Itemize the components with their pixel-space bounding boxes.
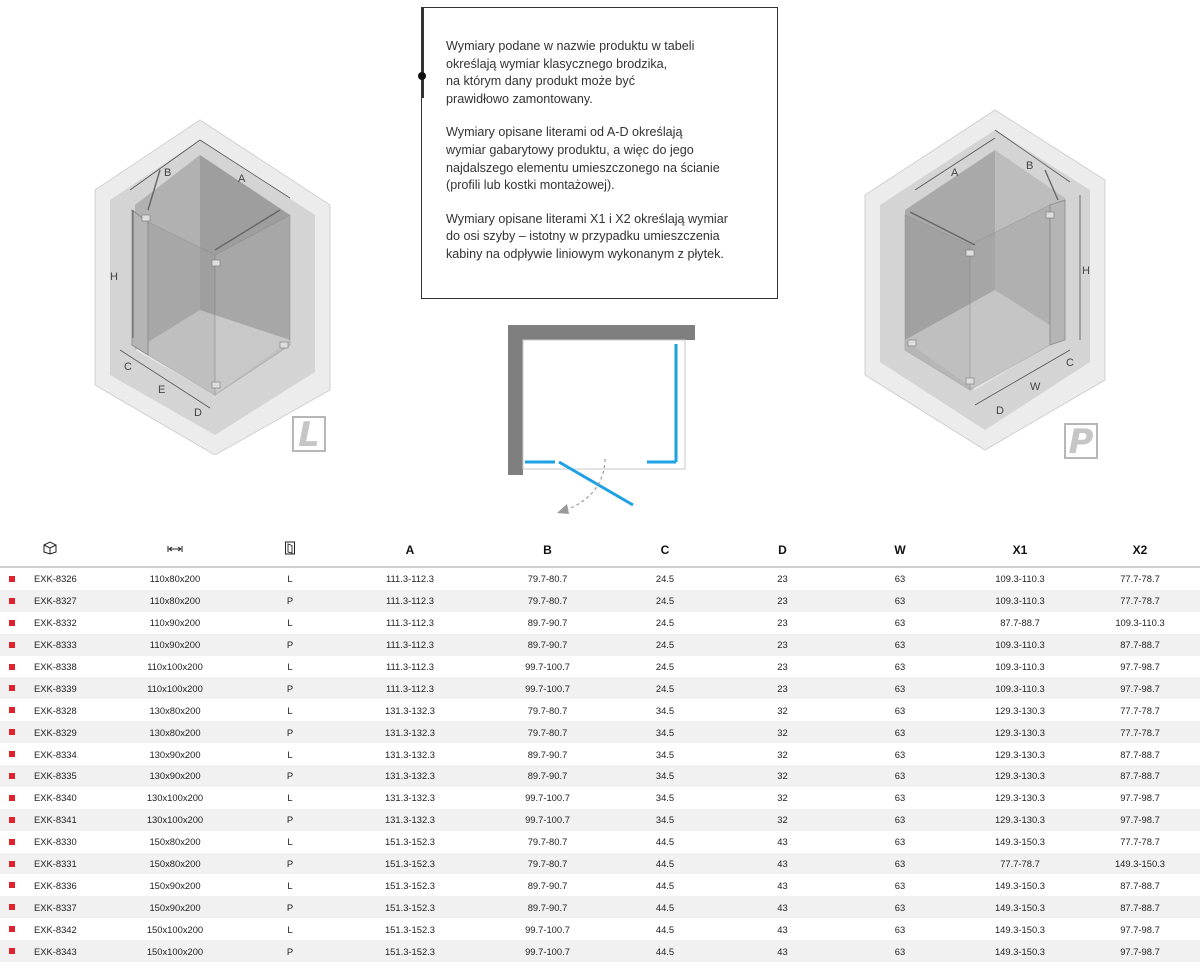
cell-x1: 109.3-110.3 — [960, 590, 1080, 612]
cell-b: 89.7-90.7 — [490, 765, 605, 787]
cell-code — [0, 787, 100, 809]
header-side — [250, 533, 330, 567]
cell-a: 151.3-152.3 — [384, 836, 436, 848]
cell-side: P — [250, 940, 330, 962]
specification-table — [0, 533, 1200, 962]
cell-w: 63 — [894, 923, 906, 935]
row-marker — [9, 839, 15, 845]
cell-side: L — [287, 836, 293, 848]
cell-side: L — [287, 617, 293, 629]
cell-x1: 129.3-130.3 — [994, 704, 1046, 716]
left-label-h: H — [110, 271, 118, 283]
cell-x2: 109.3-110.3 — [1115, 617, 1165, 629]
cell-w: 63 — [840, 896, 960, 918]
cell-code-text: EXK-8337 — [34, 901, 77, 913]
cell-x1: 149.3-150.3 — [994, 923, 1046, 935]
cell-w: 63 — [894, 573, 906, 585]
cell-size: 110x90x200 — [100, 634, 250, 656]
cell-w: 63 — [840, 940, 960, 962]
cell-a: 111.3-112.3 — [330, 590, 490, 612]
cell-w: 63 — [840, 634, 960, 656]
cell-code-text: EXK-8332 — [34, 617, 77, 629]
cell-a: 151.3-152.3 — [384, 923, 436, 935]
cell-side: P — [250, 809, 330, 831]
cell-b: 89.7-90.7 — [527, 748, 568, 760]
cell-side: P — [250, 853, 330, 875]
cell-size: 110x80x200 — [100, 590, 250, 612]
cell-b: 89.7-90.7 — [527, 617, 568, 629]
row-marker — [9, 795, 15, 801]
cell-x1: 149.3-150.3 — [994, 836, 1046, 848]
cell-d: 43 — [725, 853, 840, 875]
cell-side: P — [250, 765, 330, 787]
cell-a: 131.3-132.3 — [384, 748, 436, 760]
cell-c: 24.5 — [655, 573, 675, 585]
row-marker — [9, 642, 15, 648]
cell-a: 111.3-112.3 — [386, 573, 434, 585]
cell-code — [0, 590, 100, 612]
cell-c: 24.5 — [605, 590, 725, 612]
row-marker — [9, 861, 15, 867]
right-label-d: D — [996, 405, 1004, 417]
left-version-badge: L — [292, 416, 326, 452]
cell-size: 150x90x200 — [100, 896, 250, 918]
cell-code — [0, 743, 100, 765]
product-box-icon — [42, 541, 58, 555]
table-row — [0, 567, 1200, 590]
cell-code — [0, 567, 100, 590]
header-a: A — [330, 533, 490, 567]
cell-c: 44.5 — [605, 896, 725, 918]
cell-b: 89.7-90.7 — [527, 879, 568, 891]
cell-size: 110x90x200 — [149, 617, 201, 629]
table-row — [0, 656, 1200, 678]
cell-w: 63 — [840, 809, 960, 831]
cell-code-text: EXK-8329 — [34, 726, 77, 738]
cell-d: 23 — [777, 573, 788, 585]
cell-b: 89.7-90.7 — [490, 896, 605, 918]
cell-a: 111.3-112.3 — [330, 677, 490, 699]
cell-x2: 97.7-98.7 — [1080, 677, 1200, 699]
cell-size: 150x100x200 — [146, 923, 204, 935]
cell-c: 44.5 — [605, 940, 725, 962]
table-row — [0, 743, 1200, 765]
cell-c: 24.5 — [605, 634, 725, 656]
cell-x2: 77.7-78.7 — [1120, 704, 1160, 716]
cell-c: 34.5 — [605, 721, 725, 743]
cell-b: 79.7-80.7 — [490, 853, 605, 875]
right-label-a: A — [951, 167, 959, 179]
cell-w: 63 — [894, 704, 906, 716]
cell-x2: 87.7-88.7 — [1080, 765, 1200, 787]
right-shower-illustration — [860, 100, 1110, 455]
cell-c: 34.5 — [655, 748, 675, 760]
right-label-c: C — [1066, 357, 1074, 369]
cell-side: P — [250, 677, 330, 699]
cell-x2: 77.7-78.7 — [1120, 573, 1160, 585]
cell-a: 131.3-132.3 — [330, 765, 490, 787]
cell-d: 23 — [725, 677, 840, 699]
table-row — [0, 634, 1200, 656]
plan-view-schematic — [505, 322, 705, 522]
table-row — [0, 612, 1200, 634]
cell-c: 34.5 — [655, 792, 675, 804]
cell-x2: 77.7-78.7 — [1080, 590, 1200, 612]
row-marker — [9, 576, 15, 582]
header-b: B — [490, 533, 605, 567]
left-label-c: C — [124, 361, 132, 373]
cell-side: L — [287, 792, 293, 804]
cell-w: 63 — [894, 836, 906, 848]
cell-w: 63 — [840, 677, 960, 699]
row-marker — [9, 948, 15, 954]
cell-b: 99.7-100.7 — [490, 677, 605, 699]
cell-c: 44.5 — [655, 879, 675, 891]
cell-code — [0, 809, 100, 831]
cell-size: 130x100x200 — [146, 792, 204, 804]
cell-a: 151.3-152.3 — [384, 879, 436, 891]
cell-x1: 149.3-150.3 — [994, 879, 1046, 891]
cell-x2: 77.7-78.7 — [1120, 836, 1160, 848]
cell-code-text: EXK-8335 — [34, 770, 77, 782]
cell-c: 34.5 — [655, 704, 675, 716]
cell-code — [0, 853, 100, 875]
cell-d: 32 — [725, 765, 840, 787]
left-label-a: A — [238, 173, 246, 185]
cell-code — [0, 918, 100, 940]
cell-b: 89.7-90.7 — [490, 634, 605, 656]
cell-w: 63 — [840, 721, 960, 743]
cell-code — [0, 612, 100, 634]
cell-d: 43 — [777, 836, 788, 848]
cell-code — [0, 721, 100, 743]
cell-c: 24.5 — [655, 617, 675, 629]
cell-size: 130x90x200 — [149, 748, 201, 760]
cell-c: 34.5 — [605, 765, 725, 787]
cell-code — [0, 677, 100, 699]
cell-d: 23 — [777, 617, 788, 629]
cell-side: P — [250, 590, 330, 612]
cell-b: 79.7-80.7 — [490, 721, 605, 743]
cell-size: 150x90x200 — [149, 879, 201, 891]
row-marker — [9, 817, 15, 823]
cell-b: 79.7-80.7 — [527, 704, 568, 716]
cell-code-text: EXK-8342 — [34, 923, 77, 935]
cell-x2: 97.7-98.7 — [1120, 923, 1160, 935]
table-row — [0, 787, 1200, 809]
cell-b: 99.7-100.7 — [525, 661, 570, 672]
table-row — [0, 590, 1200, 612]
cell-x2: 97.7-98.7 — [1080, 809, 1200, 831]
cell-x1: 149.3-150.3 — [960, 940, 1080, 962]
cell-code — [0, 699, 100, 721]
cell-code-text: EXK-8327 — [34, 595, 77, 607]
cell-b: 99.7-100.7 — [490, 940, 605, 962]
cell-code — [0, 634, 100, 656]
left-label-b: B — [164, 167, 172, 179]
left-label-e: E — [158, 384, 166, 396]
row-marker — [9, 664, 15, 670]
cell-code — [0, 874, 100, 896]
cell-code-text: EXK-8326 — [34, 573, 77, 585]
cell-w: 63 — [894, 661, 906, 672]
cell-a: 131.3-132.3 — [330, 809, 490, 831]
right-label-w: W — [1030, 381, 1041, 393]
width-arrows-icon — [167, 544, 183, 554]
header-size — [100, 533, 250, 567]
cell-code-text: EXK-8328 — [34, 704, 77, 716]
cell-d: 32 — [725, 809, 840, 831]
cell-size: 110x80x200 — [149, 573, 201, 585]
cell-w: 63 — [894, 792, 906, 804]
cell-code-text: EXK-8336 — [34, 879, 77, 891]
cell-side: L — [287, 704, 293, 716]
row-marker — [9, 620, 15, 626]
cell-code — [0, 656, 100, 678]
table-header-row — [0, 533, 1200, 567]
cell-d: 43 — [725, 940, 840, 962]
row-marker — [9, 882, 15, 888]
row-marker — [9, 685, 15, 691]
cell-x2: 77.7-78.7 — [1080, 721, 1200, 743]
cell-w: 63 — [894, 879, 906, 891]
table-row — [0, 918, 1200, 940]
row-marker — [9, 598, 15, 604]
cell-code — [0, 831, 100, 853]
cell-x2: 87.7-88.7 — [1120, 879, 1160, 891]
cell-w: 63 — [894, 748, 906, 760]
table-row — [0, 809, 1200, 831]
cell-b: 99.7-100.7 — [525, 792, 570, 804]
cell-c: 44.5 — [655, 836, 675, 848]
cell-d: 43 — [777, 923, 788, 935]
cell-d: 32 — [725, 721, 840, 743]
cell-w: 63 — [894, 617, 906, 629]
cell-x1: 129.3-130.3 — [960, 809, 1080, 831]
header-x2: X2 — [1080, 533, 1200, 567]
note-paragraph-3: Wymiary opisane literami X1 i X2 określają wymiar do osi szyby – istotny w przypadku umieszczenia kabiny na odpływie liniowym wykonanym z płytek. — [446, 211, 728, 261]
row-marker — [9, 904, 15, 910]
cell-c: 24.5 — [655, 661, 675, 672]
cell-side: L — [287, 748, 293, 760]
left-label-d: D — [194, 407, 202, 419]
cell-side: L — [287, 661, 293, 672]
note-paragraph-2: Wymiary opisane literami od A-D określają wymiar gabarytowy produktu, a więc do jego najdalszego elementu umieszczonego na ścianie (profili lub kostki montażowej). — [446, 125, 720, 193]
cell-c: 44.5 — [605, 853, 725, 875]
cell-x1: 129.3-130.3 — [994, 748, 1046, 760]
cell-x1: 87.7-88.7 — [1000, 617, 1040, 629]
table-row — [0, 677, 1200, 699]
cell-x1: 109.3-110.3 — [995, 661, 1045, 672]
cell-x2: 87.7-88.7 — [1080, 896, 1200, 918]
cell-b: 79.7-80.7 — [490, 590, 605, 612]
header-x1: X1 — [960, 533, 1080, 567]
cell-a: 151.3-152.3 — [330, 940, 490, 962]
cell-w: 63 — [840, 853, 960, 875]
cell-a: 151.3-152.3 — [330, 853, 490, 875]
cell-size: 150x80x200 — [100, 853, 250, 875]
cell-a: 111.3-112.3 — [386, 617, 434, 629]
table-row — [0, 940, 1200, 962]
cell-a: 111.3-112.3 — [330, 634, 490, 656]
left-shower-illustration — [90, 110, 340, 455]
cell-x2: 149.3-150.3 — [1080, 853, 1200, 875]
cell-size: 150x100x200 — [100, 940, 250, 962]
cell-code-text: EXK-8340 — [34, 792, 77, 804]
right-label-b: B — [1026, 160, 1034, 172]
cell-c: 24.5 — [605, 677, 725, 699]
cell-side: P — [250, 896, 330, 918]
door-icon — [284, 541, 296, 555]
cell-x1: 129.3-130.3 — [994, 792, 1046, 804]
cell-x2: 87.7-88.7 — [1080, 634, 1200, 656]
cell-code — [0, 896, 100, 918]
cell-d: 32 — [777, 748, 788, 760]
cell-d: 32 — [777, 792, 788, 804]
cell-d: 32 — [777, 704, 788, 716]
cell-b: 79.7-80.7 — [527, 573, 568, 585]
cell-x2: 97.7-98.7 — [1120, 661, 1160, 672]
cell-code-text: EXK-8330 — [34, 836, 77, 848]
cell-size: 130x80x200 — [100, 721, 250, 743]
cell-d: 23 — [777, 661, 788, 672]
header-code — [0, 533, 100, 567]
cell-x2: 97.7-98.7 — [1120, 792, 1160, 804]
cell-a: 131.3-132.3 — [330, 721, 490, 743]
cell-code — [0, 940, 100, 962]
table-body — [0, 567, 1200, 962]
cell-code-text: EXK-8333 — [34, 639, 77, 651]
cell-side: P — [250, 634, 330, 656]
cell-b: 99.7-100.7 — [490, 809, 605, 831]
cell-x2: 97.7-98.7 — [1080, 940, 1200, 962]
cell-side: L — [287, 923, 293, 935]
cell-size: 150x80x200 — [149, 836, 201, 848]
cell-x1: 129.3-130.3 — [960, 721, 1080, 743]
right-version-badge: P — [1064, 423, 1098, 459]
header-c: C — [605, 533, 725, 567]
cell-code — [0, 765, 100, 787]
cell-a: 151.3-152.3 — [330, 896, 490, 918]
cell-x1: 109.3-110.3 — [995, 573, 1045, 585]
table-row — [0, 699, 1200, 721]
cell-size: 130x90x200 — [100, 765, 250, 787]
note-text — [446, 38, 771, 280]
cell-b: 79.7-80.7 — [527, 836, 568, 848]
cell-a: 131.3-132.3 — [384, 792, 436, 804]
cell-side: P — [250, 721, 330, 743]
note-paragraph-1: Wymiary podane w nazwie produktu w tabeli określają wymiar klasycznego brodzika, na którym dany produkt może być prawidłowo zamontowany. — [446, 39, 695, 106]
cell-size: 130x80x200 — [149, 704, 201, 716]
row-marker — [9, 773, 15, 779]
note-bullet — [418, 72, 426, 80]
table-row — [0, 721, 1200, 743]
cell-code-text: EXK-8339 — [34, 682, 77, 694]
cell-code-text: EXK-8341 — [34, 814, 77, 826]
cell-x1: 149.3-150.3 — [960, 896, 1080, 918]
cell-c: 44.5 — [655, 923, 675, 935]
row-marker — [9, 707, 15, 713]
cell-w: 63 — [840, 765, 960, 787]
row-marker — [9, 926, 15, 932]
cell-code-text: EXK-8334 — [34, 748, 77, 760]
info-note-box — [421, 7, 778, 299]
cell-a: 131.3-132.3 — [384, 704, 436, 716]
table-row — [0, 853, 1200, 875]
cell-x1: 109.3-110.3 — [960, 677, 1080, 699]
cell-side: L — [287, 879, 293, 891]
cell-x1: 77.7-78.7 — [960, 853, 1080, 875]
cell-b: 99.7-100.7 — [525, 923, 570, 935]
cell-size: 110x100x200 — [100, 677, 250, 699]
header-d: D — [725, 533, 840, 567]
note-accent-bar — [421, 8, 424, 98]
cell-code-text: EXK-8331 — [34, 858, 77, 870]
cell-c: 34.5 — [605, 809, 725, 831]
cell-d: 23 — [725, 590, 840, 612]
cell-side: L — [287, 573, 293, 585]
cell-x1: 109.3-110.3 — [960, 634, 1080, 656]
cell-code-text: EXK-8338 — [34, 661, 77, 672]
cell-x2: 87.7-88.7 — [1120, 748, 1160, 760]
cell-d: 23 — [725, 634, 840, 656]
table-row — [0, 874, 1200, 896]
cell-d: 43 — [777, 879, 788, 891]
cell-code-text: EXK-8343 — [34, 945, 77, 957]
row-marker — [9, 729, 15, 735]
cell-size: 130x100x200 — [100, 809, 250, 831]
table-row — [0, 765, 1200, 787]
cell-x1: 129.3-130.3 — [960, 765, 1080, 787]
table-row — [0, 831, 1200, 853]
table-row — [0, 896, 1200, 918]
cell-w: 63 — [840, 590, 960, 612]
row-marker — [9, 751, 15, 757]
header-w: W — [840, 533, 960, 567]
cell-a: 111.3-112.3 — [386, 661, 434, 672]
cell-size: 110x100x200 — [147, 661, 203, 672]
right-label-h: H — [1082, 265, 1090, 277]
cell-d: 43 — [725, 896, 840, 918]
